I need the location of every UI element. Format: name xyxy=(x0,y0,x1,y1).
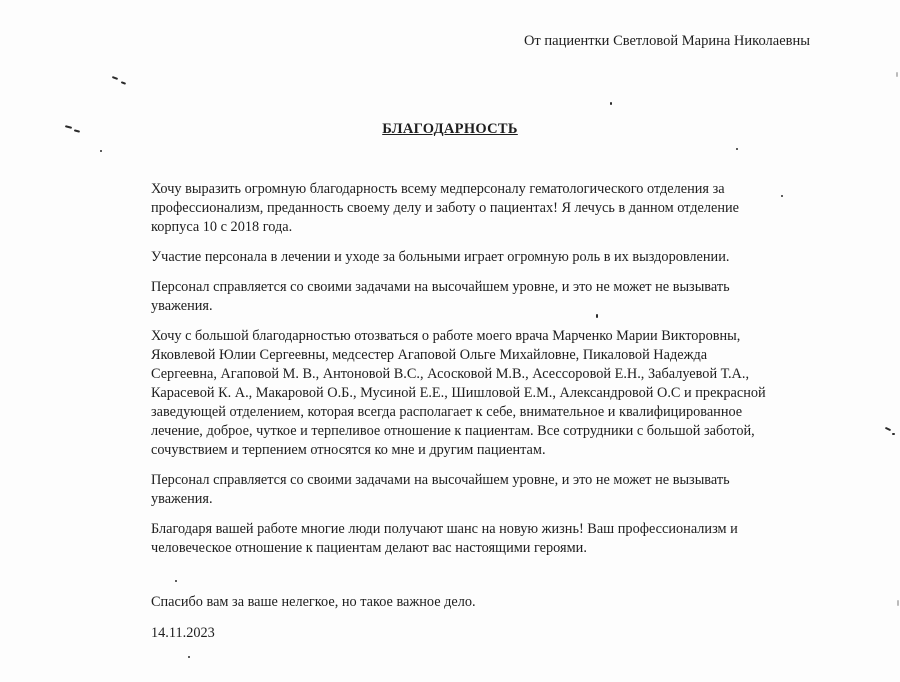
letter-body xyxy=(151,180,776,569)
paragraph-staff-role: Участие персонала в лечении и уходе за больными играет огромную роль в их выздоровлении. xyxy=(151,249,730,265)
scan-speck xyxy=(100,150,102,152)
sender-line: От пациентки Светловой Марина Николаевны xyxy=(523,33,810,49)
letter-title: БЛАГОДАРНОСТЬ xyxy=(382,121,518,137)
paragraph-staff-names: Хочу с большой благодарностью отозваться о работе моего врача Марченко Марии Викторовны, Яковлевой Юлии Сергеевны, медсестер Агаповой Ольге Михайловне, Пикаловой Надежда Сергеевна, Агаповой М. В., Антоновой В.С., Асосковой М.В., Асессоровой Е.Н., Забалуевой Т.А., Карасевой К. А., Макаровой О.Б., Мусиной Е.Е., Шишловой Е.М., Александровой О.С и прекрасной заведующей отделением, которая всегда располагает к себе, внимательное и квалифицированное лечение, доброе, чуткое и терпеливое отношение к пациентам. Все сотрудники с большой заботой, сочувствием и терпением относятся ко мне и другим пациентам. xyxy=(151,328,766,458)
scan-speck xyxy=(781,195,783,197)
closing-line: Спасибо вам за ваше нелегкое, но такое важное дело. xyxy=(151,594,476,610)
scan-speck xyxy=(610,102,612,105)
paragraph-gratitude: Хочу выразить огромную благодарность всему медперсоналу гематологического отделения за профессионализм, преданность своему делу и заботу о пациентах! Я лечусь в данном отделение корпуса 10 с 2018 года. xyxy=(151,181,739,235)
paragraph-high-level-repeat: Персонал справляется со своими задачами на высочайшем уровне, и это не может не вызывать уважения. xyxy=(151,472,730,507)
paragraph-heroes: Благодаря вашей работе многие люди получают шанс на новую жизнь! Ваш профессионализм и человеческое отношение к пациентам делают вас настоящими героями. xyxy=(151,521,738,556)
scan-speck xyxy=(175,580,177,582)
scan-speck xyxy=(885,427,891,431)
scan-speck xyxy=(896,72,898,77)
scan-speck xyxy=(897,600,899,606)
paragraph-high-level: Персонал справляется со своими задачами на высочайшем уровне, и это не может не вызывать уважения. xyxy=(151,279,730,314)
scan-speck xyxy=(188,656,190,658)
scan-speck xyxy=(892,433,895,435)
scan-speck xyxy=(596,314,598,318)
letter-date: 14.11.2023 xyxy=(151,625,215,641)
scan-speck xyxy=(112,76,118,80)
scan-speck xyxy=(736,148,738,150)
scan-speck xyxy=(121,81,126,84)
